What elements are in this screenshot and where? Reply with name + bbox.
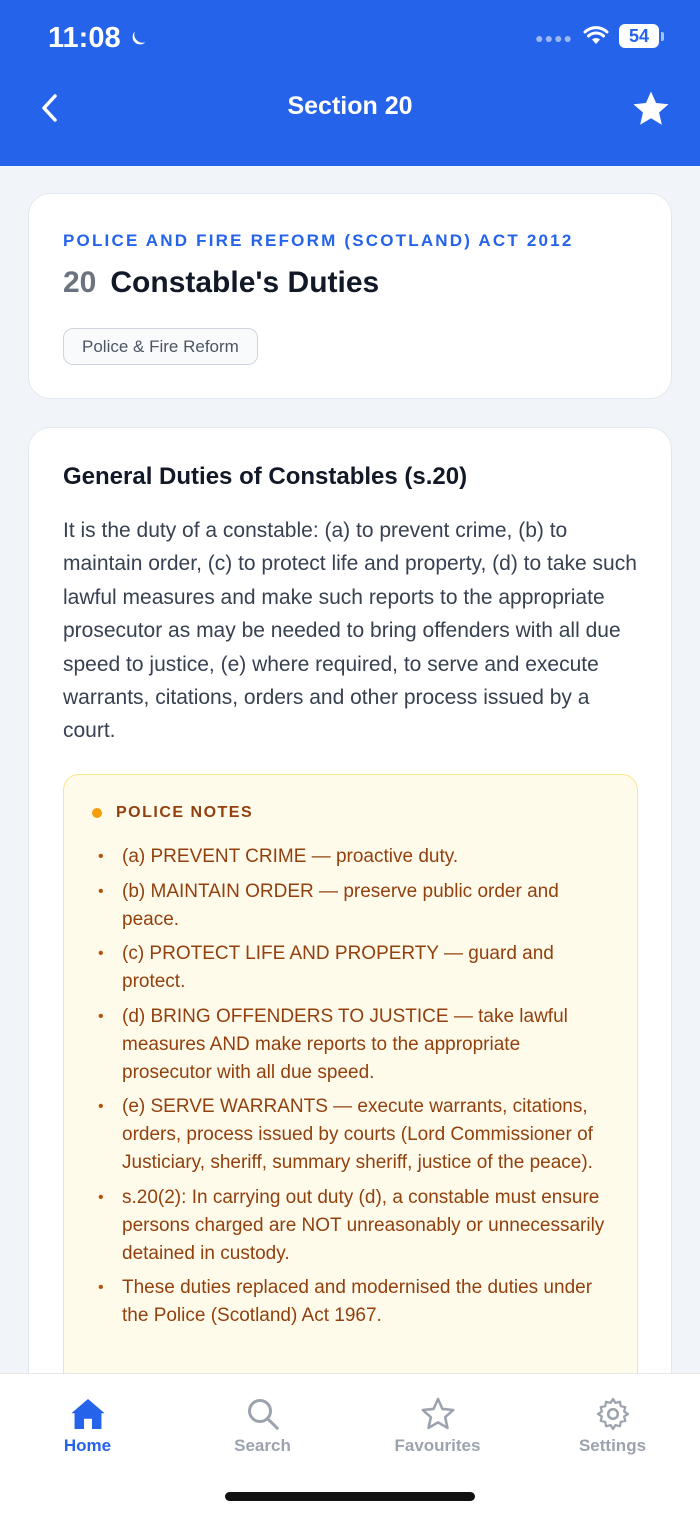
police-notes-list [98, 843, 613, 1337]
battery-level: 54 [619, 24, 659, 48]
section-number: 20 [63, 266, 97, 299]
act-name: POLICE AND FIRE REFORM (SCOTLAND) ACT 2012 [63, 231, 574, 250]
section-heading [63, 266, 379, 300]
list-item: • (b) MAINTAIN ORDER — preserve public order and peace. [98, 878, 613, 934]
app-header [0, 0, 700, 166]
list-item: • (c) PROTECT LIFE AND PROPERTY — guard and protect. [98, 940, 613, 996]
tab-home-label: Home [63, 1436, 112, 1455]
section-summary-card [28, 193, 672, 399]
moon-icon [127, 28, 149, 50]
tab-settings[interactable] [525, 1394, 700, 1456]
notes-dot-icon [92, 808, 102, 818]
tab-settings-label: Settings [578, 1436, 647, 1455]
star-icon [418, 1394, 458, 1434]
police-notes-header [92, 804, 253, 822]
tab-search-label: Search [234, 1436, 291, 1455]
list-item: • These duties replaced and modernised the duties under the Police (Scotland) Act 1967. [98, 1274, 613, 1330]
list-item: • s.20(2): In carrying out duty (d), a constable must ensure persons charged are NOT unreasonably or unnecessarily detained in custody. [98, 1184, 613, 1268]
star-filled-icon [630, 88, 672, 130]
favourite-button[interactable] [628, 86, 674, 132]
page-title: Section 20 [287, 92, 413, 120]
police-notes-title: POLICE NOTES [116, 804, 254, 821]
section-content-card [28, 427, 672, 1427]
list-item: • (e) SERVE WARRANTS — execute warrants, citations, orders, process issued by courts (Lord Commissioner of Justiciary, sheriff, summary sheriff, justice of the peace). [98, 1093, 613, 1177]
home-icon [68, 1394, 108, 1434]
battery-icon [619, 24, 664, 48]
tab-search[interactable] [175, 1394, 350, 1456]
list-item: • (a) PREVENT CRIME — proactive duty. [98, 843, 613, 871]
tab-favourites-label: Favourites [394, 1436, 481, 1455]
tab-home[interactable] [0, 1394, 175, 1456]
list-item: • (d) BRING OFFENDERS TO JUSTICE — take lawful measures AND make reports to the appropriate prosecutor with all due speed. [98, 1003, 613, 1087]
content-heading: General Duties of Constables (s.20) [63, 463, 468, 490]
wifi-icon [583, 26, 609, 46]
category-tag[interactable]: Police & Fire Reform [63, 328, 258, 365]
gear-icon [593, 1394, 633, 1434]
police-notes-box [63, 774, 638, 1414]
status-time-label: 11:08 [48, 22, 121, 54]
status-time [48, 22, 149, 55]
signal-icon: ●●●● [535, 30, 573, 46]
status-indicators [535, 24, 664, 48]
search-icon [243, 1394, 283, 1434]
tab-favourites[interactable] [350, 1394, 525, 1456]
content-body: It is the duty of a constable: (a) to prevent crime, (b) to maintain order, (c) to protect life and property, (d) to take such lawful measures and make such reports to the appropriate prosecutor as may be needed to bring offenders with all due speed to justice, (e) where required, to serve and execute warrants, citations, orders and other process issued by a court. [63, 519, 637, 743]
home-indicator [225, 1492, 475, 1501]
section-title: Constable's Duties [110, 266, 380, 299]
